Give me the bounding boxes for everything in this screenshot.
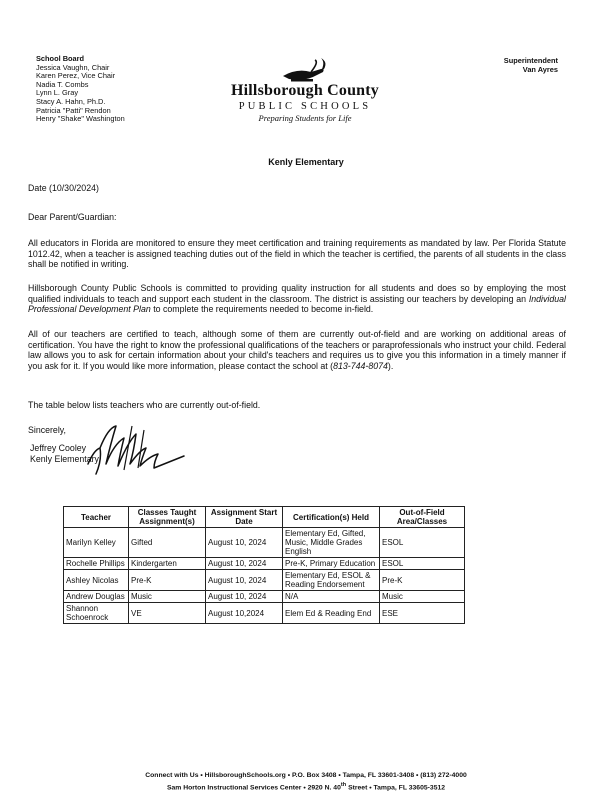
classes-cell: Pre-K: [129, 570, 206, 591]
paragraph-2-start: Hillsborough County Public Schools is committed to providing quality instruction for all students and does so by employing the most qualified individuals to teach and support each student in the classroom. The district is assisting our teachers by developing an: [28, 283, 566, 304]
column-header: Assignment Start Date: [206, 507, 283, 528]
table-row: [64, 603, 465, 624]
school-board-list: [36, 55, 125, 124]
footer-address-line: [0, 781, 612, 792]
superintendent-title: Superintendent: [503, 56, 558, 65]
start-date-cell: August 10, 2024: [206, 570, 283, 591]
superintendent-name: Van Ayres: [522, 64, 558, 74]
board-member: Nadia T. Combs: [36, 79, 89, 89]
teacher-cell: Marilyn Kelley: [64, 528, 129, 558]
district-tagline: Preparing Students for Life: [258, 113, 352, 123]
district-logo: [205, 58, 405, 123]
classes-cell: VE: [129, 603, 206, 624]
district-name: Hillsborough County: [231, 82, 379, 99]
board-member: Stacy A. Hahn, Ph.D.: [36, 96, 106, 106]
paragraph-1: All educators in Florida are monitored to ensure they meet certification and training requirements as mandated by law. Per Florida Statute 1012.42, when a teacher is assigned teaching duties out of the field in which the teacher is certified, the parents of all students in the class shall be notified in writing.: [28, 238, 566, 270]
out-of-field-cell: Music: [380, 591, 465, 603]
footer-address-end: Street • Tampa, FL 33605-3512: [346, 783, 446, 791]
column-header: Teacher: [64, 507, 129, 528]
lamp-of-learning-icon: [275, 58, 335, 84]
start-date-cell: August 10,2024: [206, 603, 283, 624]
letter-date: Date (10/30/2024): [28, 183, 99, 193]
column-header: Classes Taught Assignment(s): [129, 507, 206, 528]
paragraph-3: [28, 329, 566, 371]
teacher-cell: Shannon Schoenrock: [64, 603, 129, 624]
start-date-cell: August 10, 2024: [206, 591, 283, 603]
classes-cell: Music: [129, 591, 206, 603]
out-of-field-cell: ESOL: [380, 528, 465, 558]
certification-cell: Elem Ed & Reading End: [283, 603, 380, 624]
letter-footer: [0, 772, 612, 792]
signer-block: [30, 443, 99, 464]
school-phone: 813-744-8074: [333, 360, 388, 371]
start-date-cell: August 10, 2024: [206, 558, 283, 570]
classes-cell: Gifted: [129, 528, 206, 558]
closing: Sincerely,: [28, 425, 66, 435]
column-header: Certification(s) Held: [283, 507, 380, 528]
table-row: [64, 558, 465, 570]
paragraph-3-end: ).: [387, 360, 394, 371]
footer-contact-line: Connect with Us • HillsboroughSchools.org • P.O. Box 3408 • Tampa, FL 33601-3408 • (813) 272-4000: [145, 772, 467, 779]
out-of-field-teachers-table: [63, 506, 465, 624]
district-subtitle: PUBLIC SCHOOLS: [238, 101, 372, 112]
teacher-cell: Rochelle Phillips: [64, 558, 129, 570]
board-member: Patricia "Patti" Rendon: [36, 105, 111, 115]
paragraph-3-start: All of our teachers are certified to teach, although some of them are currently out-of-field and are working on additional areas of certification. You have the right to know the professional qualifications of the teachers or paraprofessionals who instruct your child. Federal law allows you to ask for certain information about your child's teachers and requires us to give you this information in a timely manner if you ask for it. If you would like more information, please contact the school at (: [28, 329, 566, 371]
start-date-cell: August 10, 2024: [206, 528, 283, 558]
out-of-field-cell: Pre-K: [380, 570, 465, 591]
footer-address-start: Sam Horton Instructional Services Center • 2920 N. 40: [166, 783, 341, 791]
table-header-row: [64, 507, 465, 528]
table-row: [64, 591, 465, 603]
paragraph-4: The table below lists teachers who are currently out-of-field.: [28, 400, 261, 410]
out-of-field-cell: ESE: [380, 603, 465, 624]
superintendent-block: [504, 57, 558, 74]
column-header: Out-of-Field Area/Classes: [380, 507, 465, 528]
paragraph-2: [28, 283, 566, 315]
footer-address-sup: th: [340, 781, 347, 788]
ipdp-term: Individual Professional Development Plan: [28, 293, 566, 315]
board-member: Lynn L. Gray: [36, 88, 79, 98]
board-member: Henry "Shake" Washington: [36, 114, 125, 124]
teacher-cell: Ashley Nicolas: [64, 570, 129, 591]
table-row: [64, 570, 465, 591]
paragraph-2-end: to complete the requirements needed to become in-field.: [150, 304, 374, 315]
certification-cell: Elementary Ed, Gifted, Music, Middle Grades English: [283, 528, 380, 558]
board-member: Jessica Vaughn, Chair: [36, 62, 110, 72]
certification-cell: Elementary Ed, ESOL & Reading Endorsement: [283, 570, 380, 591]
classes-cell: Kindergarten: [129, 558, 206, 570]
out-of-field-cell: ESOL: [380, 558, 465, 570]
school-board-title: School Board: [36, 54, 85, 63]
certification-cell: Pre-K, Primary Education: [283, 558, 380, 570]
school-name: Kenly Elementary: [268, 157, 344, 167]
teacher-cell: Andrew Douglas: [64, 591, 129, 603]
signer-name: Jeffrey Cooley: [30, 443, 87, 453]
signer-school: Kenly Elementary: [30, 453, 99, 464]
salutation: Dear Parent/Guardian:: [28, 212, 117, 222]
table-row: [64, 528, 465, 558]
board-member: Karen Perez, Vice Chair: [36, 71, 116, 81]
certification-cell: N/A: [283, 591, 380, 603]
